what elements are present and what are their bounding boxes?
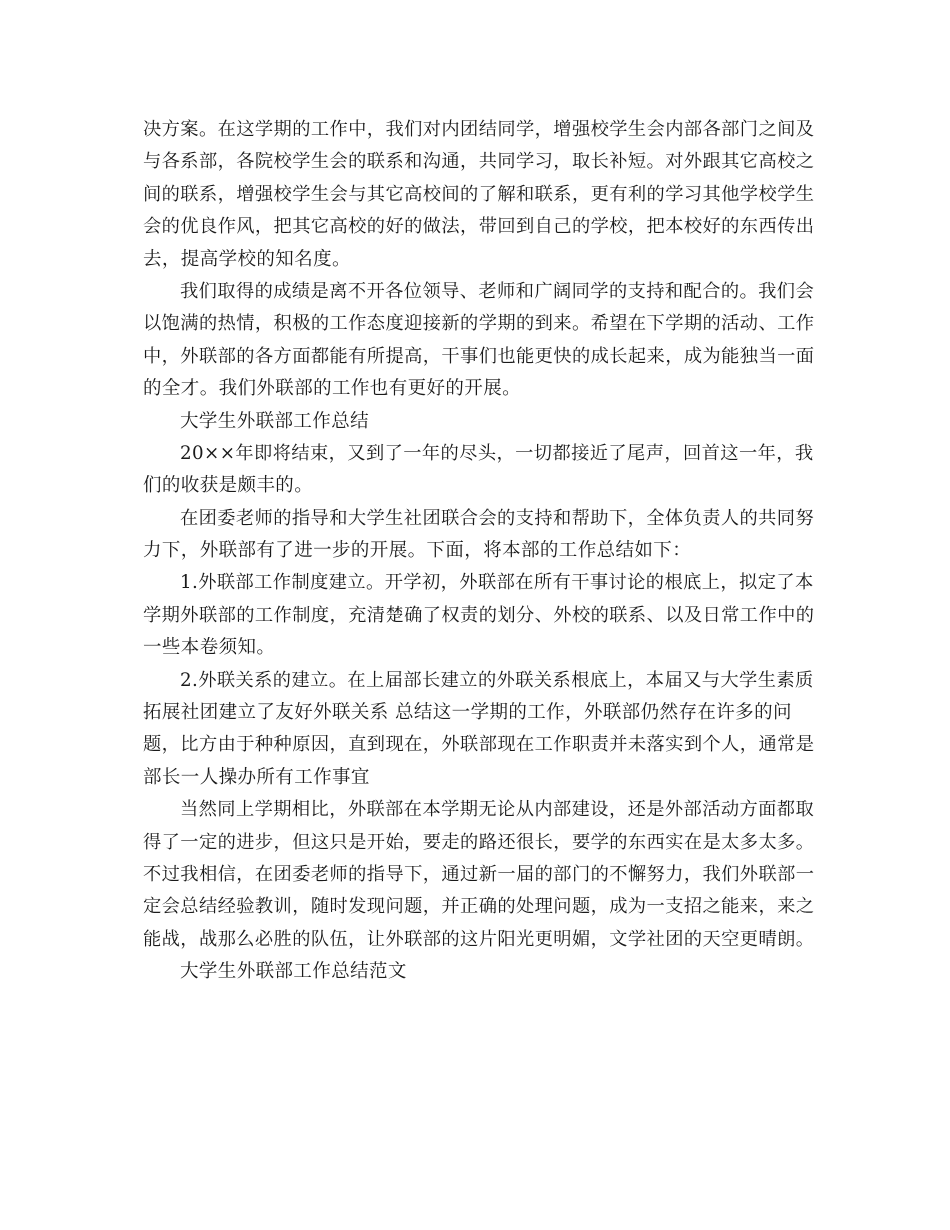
- text-line: 力下，外联部有了进一步的开展。下面，将本部的工作总结如下：: [143, 540, 692, 562]
- text-line: 学期外联部的工作制度，充清楚确了权责的划分、外校的联系、以及日常工作中的: [143, 604, 815, 626]
- text-line: 能战，战那么必胜的队伍，让外联部的这片阳光更明媚，文学社团的天空更晴朗。: [143, 928, 815, 950]
- text-line: 决方案。在这学期的工作中，我们对内团结同学，增强校学生会内部各部门之间及: [143, 119, 815, 140]
- text-line: 20××年即将结束，又到了一年的尽头，一切都接近了尾声，回首这一年，我: [180, 442, 814, 464]
- text-line: 大学生外联部工作总结: [180, 410, 370, 432]
- text-line: 大学生外联部工作总结范文: [180, 961, 407, 983]
- text-line: 定会总结经验教训，随时发现问题，并正确的处理问题，成为一支招之能来，来之: [143, 896, 815, 918]
- text-line: 与各系部，各院校学生会的联系和沟通，共同学习，取长补短。对外跟其它高校之: [143, 151, 815, 173]
- text-line: 不过我相信，在团委老师的指导下，通过新一届的部门的不懈努力，我们外联部一: [143, 863, 815, 885]
- text-line: 间的联系，增强校学生会与其它高校间的了解和联系，更有利的学习其他学校学生: [143, 183, 815, 205]
- text-line: 去，提高学校的知名度。: [143, 248, 351, 270]
- text-line: 中，外联部的各方面都能有所提高，干事们也能更快的成长起来，成为能独当一面: [143, 345, 815, 367]
- text-line: 会的优良作风，把其它高校的好的做法，带回到自己的学校，把本校好的东西传出: [143, 216, 815, 238]
- text-line: 得了一定的进步，但这只是开始，要走的路还很长，要学的东西实在是太多太多。: [143, 831, 815, 853]
- text-line: 在团委老师的指导和大学生社团联合会的支持和帮助下，全体负责人的共同努: [180, 507, 815, 529]
- text-line: 题，比方由于种种原因，直到现在，外联部现在工作职责并未落实到个人，通常是: [143, 734, 815, 756]
- document-body: [143, 114, 813, 989]
- text-line: 我们取得的成绩是离不开各位领导、老师和广阔同学的支持和配合的。我们会: [180, 280, 815, 302]
- text-line: 拓展社团建立了友好外联关系 总结这一学期的工作，外联部仍然存在许多的问: [143, 702, 792, 724]
- text-line: 当然同上学期相比，外联部在本学期无论从内部建设，还是外部活动方面都取: [180, 799, 815, 821]
- text-line: 部长一人操办所有工作事宜: [143, 766, 370, 788]
- text-line: 的全才。我们外联部的工作也有更好的开展。: [143, 378, 522, 400]
- text-line: 们的收获是颇丰的。: [143, 475, 314, 497]
- text-line: 一些本卷须知。: [143, 637, 276, 659]
- text-line: 1.外联部工作制度建立。开学初，外联部在所有干事讨论的根底上，拟定了本: [180, 572, 814, 594]
- text-line: 以饱满的热情，积极的工作态度迎接新的学期的到来。希望在下学期的活动、工作: [143, 313, 815, 335]
- text-line: 2.外联关系的建立。在上届部长建立的外联关系根底上，本届又与大学生素质: [180, 669, 814, 691]
